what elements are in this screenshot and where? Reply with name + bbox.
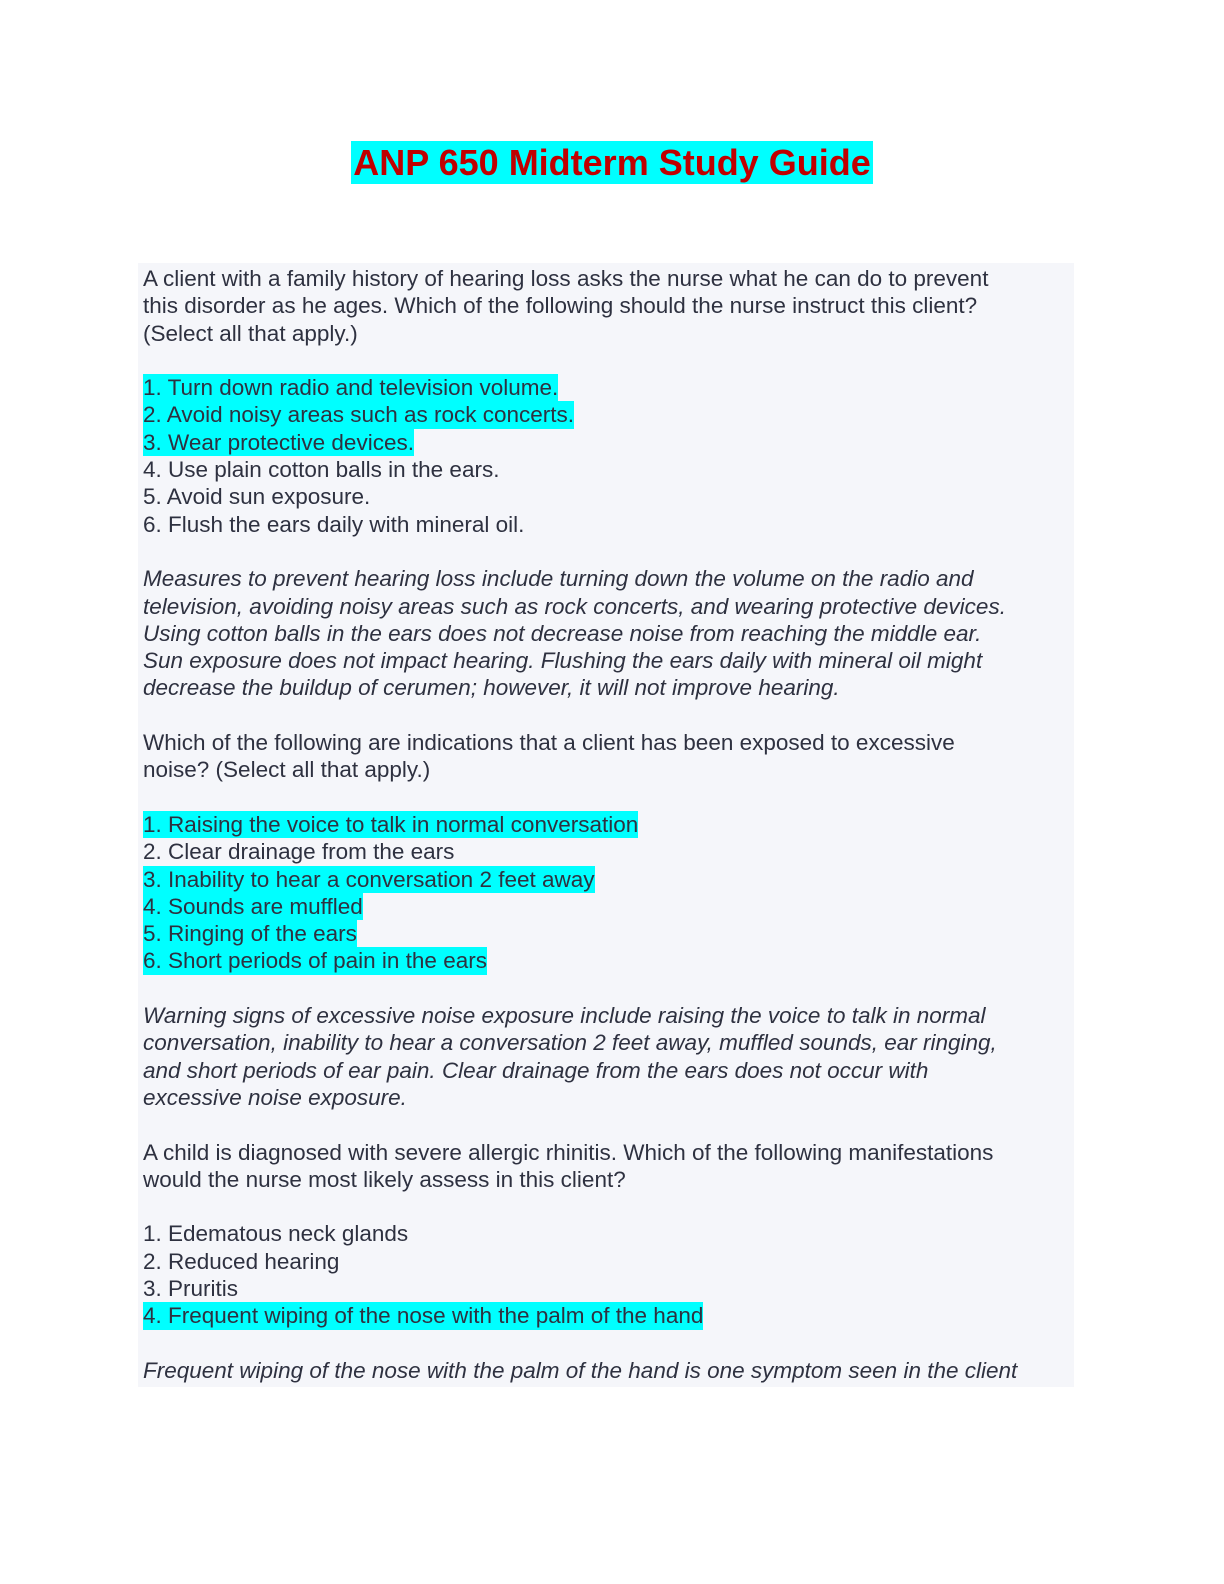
question-2-stem bbox=[143, 729, 1074, 784]
option-correct: 2. Avoid noisy areas such as rock concerts. bbox=[143, 402, 575, 428]
rationale-line: Measures to prevent hearing loss include turning down the volume on the radio and bbox=[143, 566, 974, 592]
stem-line: A child is diagnosed with severe allergic rhinitis. Which of the following manifestations bbox=[143, 1139, 994, 1165]
document-body bbox=[138, 263, 1074, 1387]
option-correct: 4. Frequent wiping of the nose with the palm of the hand bbox=[143, 1303, 704, 1329]
rationale-line: conversation, inability to hear a conversation 2 feet away, muffled sounds, ear ringing, bbox=[143, 1030, 997, 1056]
title-wrapper bbox=[0, 141, 1224, 184]
question-2-rationale bbox=[143, 1002, 1074, 1111]
option-correct: 6. Short periods of pain in the ears bbox=[143, 948, 487, 974]
stem-line: (Select all that apply.) bbox=[143, 320, 358, 346]
spacer bbox=[143, 702, 1074, 729]
rationale-line: television, avoiding noisy areas such as rock concerts, and wearing protective devices. bbox=[143, 593, 1006, 619]
option: 3. Pruritis bbox=[143, 1275, 239, 1301]
option: 5. Avoid sun exposure. bbox=[143, 484, 371, 510]
stem-line: would the nurse most likely assess in this client? bbox=[143, 1166, 626, 1192]
question-1-rationale bbox=[143, 565, 1074, 701]
option: 1. Edematous neck glands bbox=[143, 1221, 409, 1247]
option-correct: 3. Wear protective devices. bbox=[143, 429, 414, 455]
option-correct: 5. Ringing of the ears bbox=[143, 921, 357, 947]
rationale-line: decrease the buildup of cerumen; however, it will not improve hearing. bbox=[143, 675, 840, 701]
rationale-line: Warning signs of excessive noise exposure include raising the voice to talk in normal bbox=[143, 1003, 986, 1029]
spacer bbox=[143, 1111, 1074, 1138]
page-title: ANP 650 Midterm Study Guide bbox=[353, 142, 871, 183]
option: 2. Reduced hearing bbox=[143, 1248, 340, 1274]
option-correct: 1. Raising the voice to talk in normal conversation bbox=[143, 811, 639, 837]
option-correct: 3. Inability to hear a conversation 2 feet away bbox=[143, 866, 595, 892]
stem-line: this disorder as he ages. Which of the following should the nurse instruct this client? bbox=[143, 293, 978, 319]
stem-line: Which of the following are indications that a client has been exposed to excessive bbox=[143, 730, 955, 756]
rationale-line: Using cotton balls in the ears does not decrease noise from reaching the middle ear. bbox=[143, 620, 982, 646]
rationale-line: excessive noise exposure. bbox=[143, 1084, 407, 1110]
option: 6. Flush the ears daily with mineral oil. bbox=[143, 511, 525, 537]
option-correct: 4. Sounds are muffled bbox=[143, 893, 363, 919]
question-2-options bbox=[143, 811, 1074, 975]
question-3-stem bbox=[143, 1139, 1074, 1194]
question-3-rationale bbox=[143, 1357, 1074, 1384]
question-3-options bbox=[143, 1220, 1074, 1329]
option: 2. Clear drainage from the ears bbox=[143, 839, 455, 865]
stem-line: noise? (Select all that apply.) bbox=[143, 757, 431, 783]
question-1-stem bbox=[143, 263, 1074, 347]
rationale-line: and short periods of ear pain. Clear drainage from the ears does not occur with bbox=[143, 1057, 929, 1083]
option-correct: 1. Turn down radio and television volume. bbox=[143, 375, 559, 401]
rationale-line: Frequent wiping of the nose with the palm of the hand is one symptom seen in the client bbox=[143, 1357, 1018, 1383]
stem-line: A client with a family history of hearing loss asks the nurse what he can do to prevent bbox=[143, 266, 989, 291]
rationale-line: Sun exposure does not impact hearing. Flushing the ears daily with mineral oil might bbox=[143, 648, 983, 674]
option: 4. Use plain cotton balls in the ears. bbox=[143, 457, 500, 483]
question-1-options bbox=[143, 374, 1074, 538]
